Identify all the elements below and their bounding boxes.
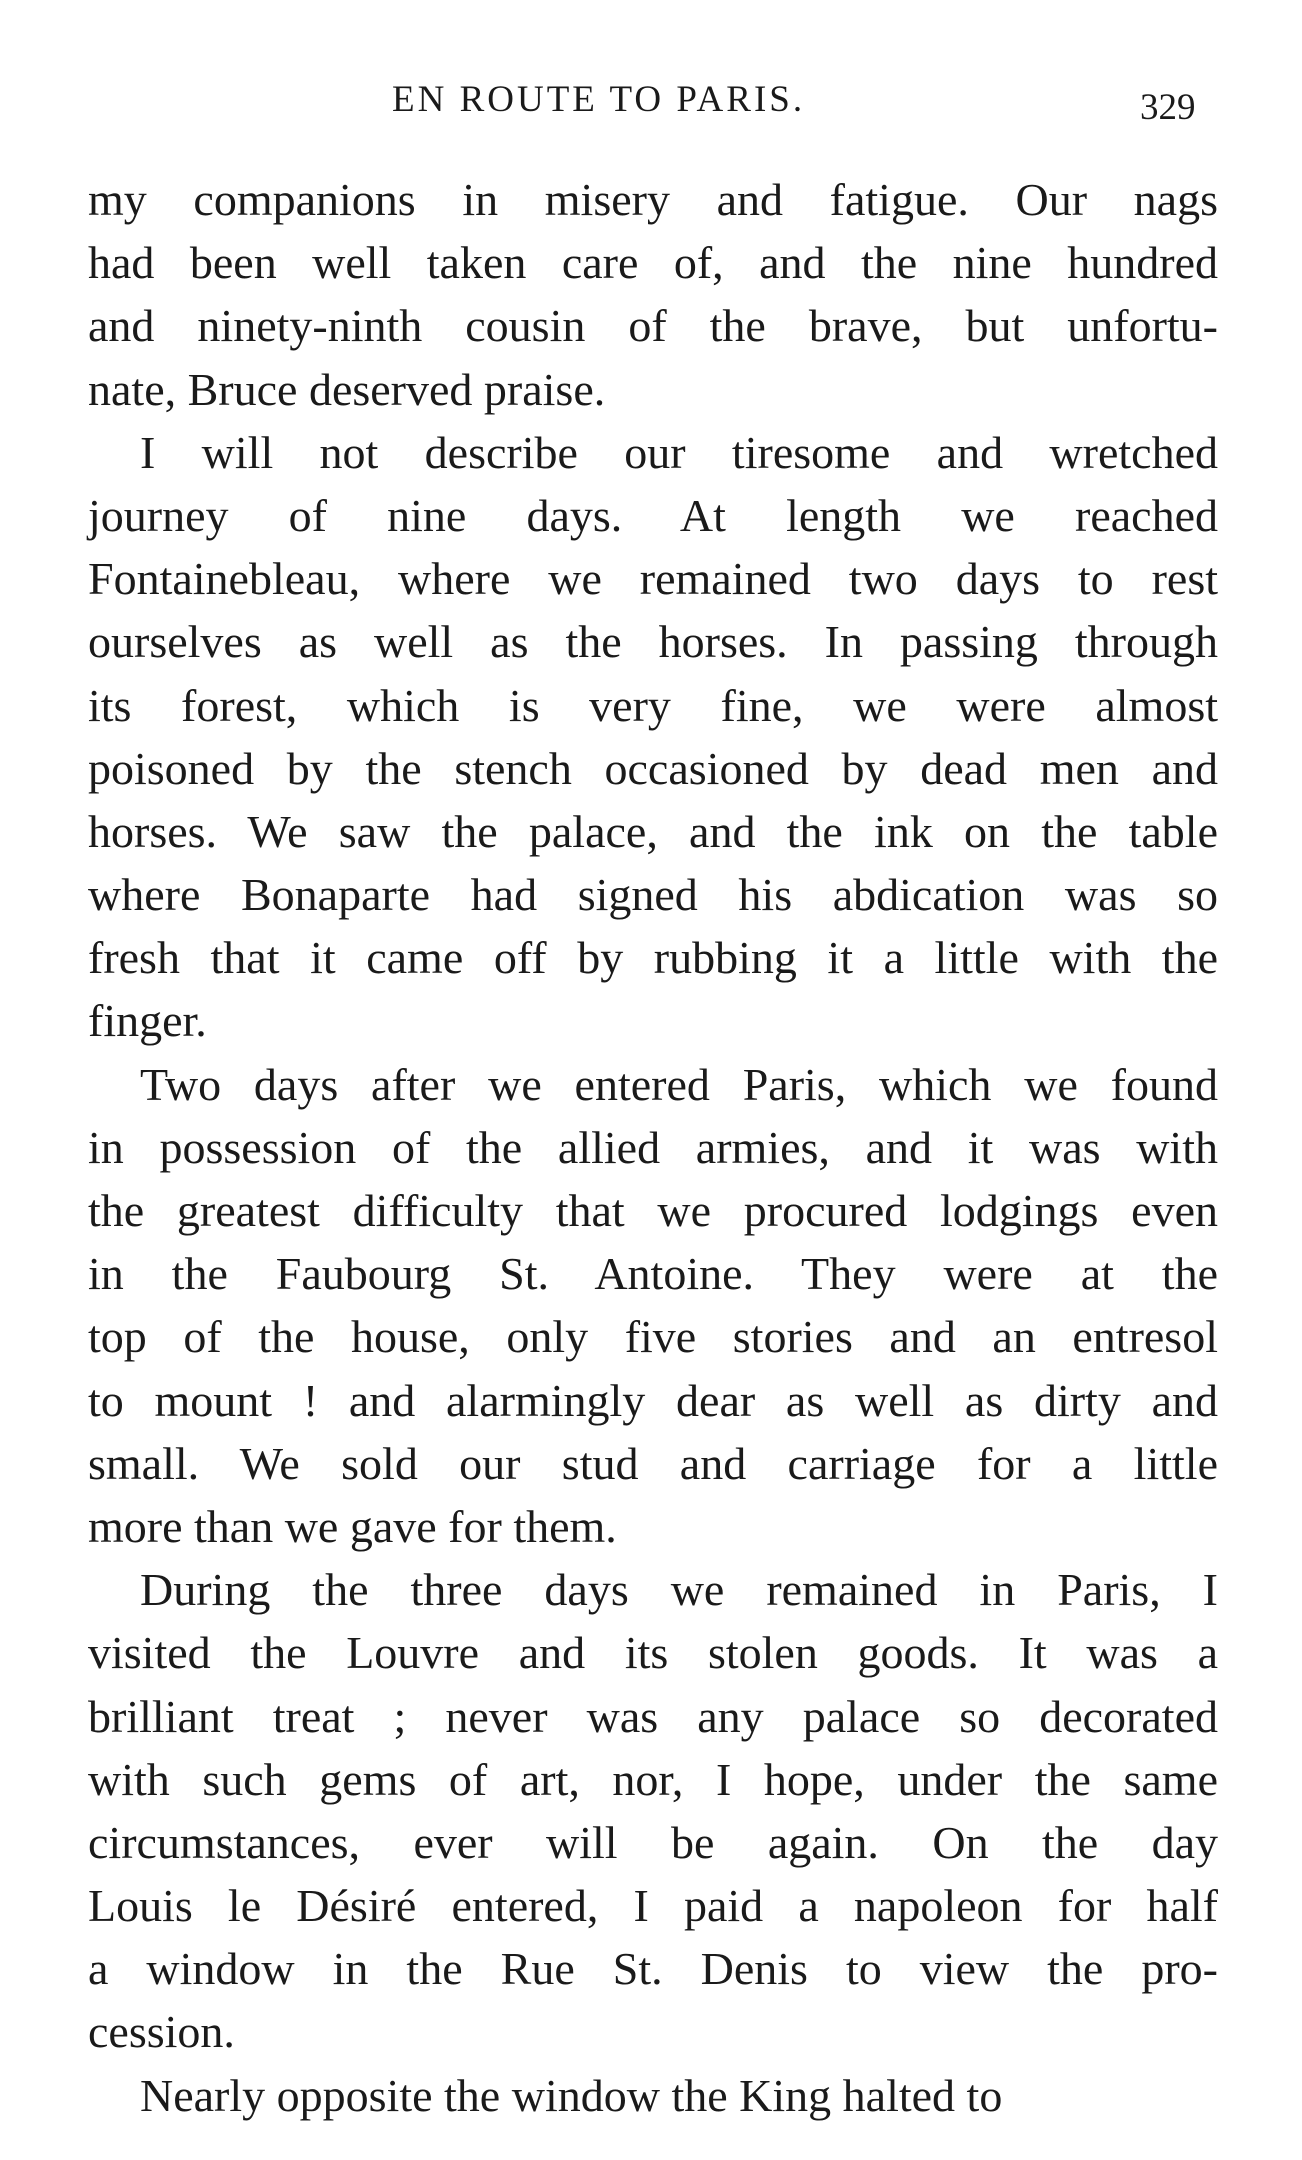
text-line: finger. — [88, 995, 207, 1047]
text-line: had been well taken care of, and the nine hundred — [88, 237, 1218, 289]
text-line: nate, Bruce deserved praise. — [88, 363, 606, 415]
paragraph-first-line: During the three days we remained in Paris, I — [140, 1564, 1218, 1616]
body-text — [88, 168, 1218, 2127]
text-line: Louis le Désiré entered, I paid a napoleon for half — [88, 1880, 1218, 1932]
text-line: small. We sold our stud and carriage for a little — [88, 1437, 1218, 1489]
text-line: ourselves as well as the horses. In passing through — [88, 616, 1218, 668]
text-line: its forest, which is very fine, we were almost — [88, 679, 1218, 731]
text-line: horses. We saw the palace, and the ink on the table — [88, 805, 1218, 857]
paragraph-first-line: I will not describe our tiresome and wretched — [140, 426, 1218, 478]
page-number: 329 — [1140, 87, 1196, 128]
running-title: EN ROUTE TO PARIS. — [392, 79, 806, 120]
text-line: and ninety-ninth cousin of the brave, but unfortu- — [88, 300, 1218, 352]
text-line: brilliant treat ; never was any palace so decorated — [88, 1690, 1218, 1742]
text-line: poisoned by the stench occasioned by dead men and — [88, 742, 1218, 794]
paragraph-first-line: Two days after we entered Paris, which we found — [140, 1058, 1218, 1110]
text-line: a window in the Rue St. Denis to view the pro- — [88, 1943, 1218, 1995]
text-line: more than we gave for them. — [88, 1500, 617, 1552]
text-line: my companions in misery and fatigue. Our nags — [88, 174, 1218, 225]
text-line: visited the Louvre and its stolen goods. It was a — [88, 1627, 1218, 1679]
running-head — [0, 78, 1302, 128]
text-line: in possession of the allied armies, and it was with — [88, 1121, 1218, 1173]
text-line: where Bonaparte had signed his abdication was so — [88, 869, 1218, 921]
text-line: to mount ! and alarmingly dear as well as dirty and — [88, 1374, 1218, 1426]
text-line: in the Faubourg St. Antoine. They were at the — [88, 1248, 1218, 1300]
text-line: the greatest difficulty that we procured lodgings even — [88, 1185, 1218, 1236]
text-line: with such gems of art, nor, I hope, under the same — [88, 1753, 1218, 1805]
text-line: fresh that it came off by rubbing it a little with the — [88, 932, 1218, 984]
paragraph-first-line: Nearly opposite the window the King halted to — [140, 2069, 1003, 2121]
text-line: circumstances, ever will be again. On the day — [88, 1816, 1218, 1868]
text-line: top of the house, only five stories and an entresol — [88, 1311, 1218, 1363]
text-line: journey of nine days. At length we reached — [88, 489, 1218, 541]
text-line: cession. — [88, 2006, 235, 2058]
text-line: Fontainebleau, where we remained two days to rest — [88, 553, 1218, 605]
